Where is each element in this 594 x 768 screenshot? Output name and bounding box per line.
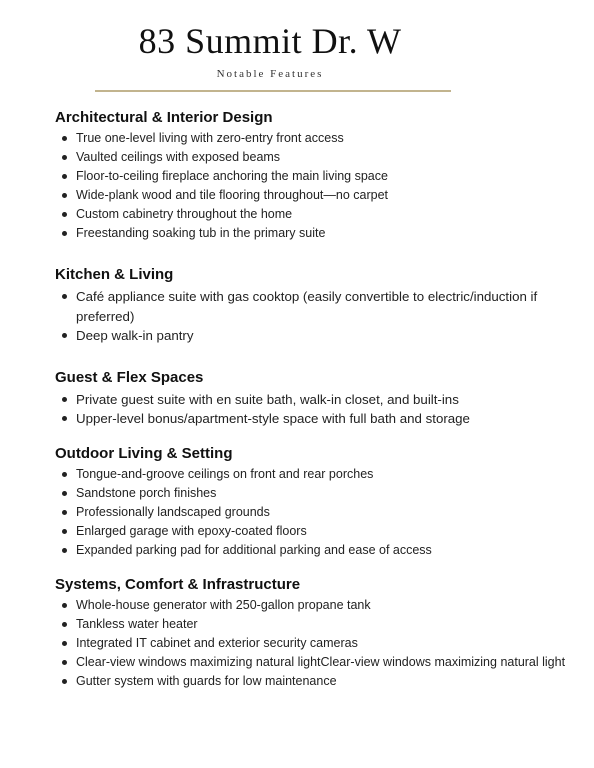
list-item: Professionally landscaped grounds <box>76 503 575 522</box>
list-item: Floor-to-ceiling fireplace anchoring the main living space <box>76 167 575 186</box>
list-item: Sandstone porch finishes <box>76 484 575 503</box>
section-heading: Systems, Comfort & Infrastructure <box>55 575 301 593</box>
list-item: Tankless water heater <box>76 615 575 634</box>
feature-list <box>55 390 575 429</box>
list-item: Upper-level bonus/apartment-style space with full bath and storage <box>76 409 575 429</box>
feature-list <box>55 596 575 691</box>
list-item: Gutter system with guards for low maintenance <box>76 672 575 691</box>
features-content <box>55 108 575 706</box>
feature-list <box>55 129 575 243</box>
page-title: 83 Summit Dr. W <box>138 21 402 61</box>
feature-list <box>55 465 575 560</box>
section-systems-infrastructure <box>55 575 575 691</box>
section-heading: Guest & Flex Spaces <box>55 368 204 386</box>
list-item: Vaulted ceilings with exposed beams <box>76 148 575 167</box>
list-item: Whole-house generator with 250-gallon propane tank <box>76 596 575 615</box>
list-item: Wide-plank wood and tile flooring throughout—no carpet <box>76 186 575 205</box>
list-item: True one-level living with zero-entry front access <box>76 129 575 148</box>
feature-list <box>55 287 575 346</box>
title-divider <box>95 90 451 92</box>
section-architectural-interior <box>55 108 575 243</box>
section-kitchen-living <box>55 265 575 346</box>
page-subtitle: Notable Features <box>216 68 324 80</box>
list-item: Custom cabinetry throughout the home <box>76 205 575 224</box>
section-guest-flex <box>55 368 575 429</box>
list-item: Clear-view windows maximizing natural lightClear-view windows maximizing natural light <box>76 653 575 672</box>
list-item: Private guest suite with en suite bath, walk-in closet, and built-ins <box>76 390 575 410</box>
section-outdoor-living <box>55 444 575 560</box>
list-item: Enlarged garage with epoxy-coated floors <box>76 522 575 541</box>
list-item: Freestanding soaking tub in the primary suite <box>76 224 575 243</box>
section-heading: Outdoor Living & Setting <box>55 444 233 462</box>
list-item: Tongue-and-groove ceilings on front and rear porches <box>76 465 575 484</box>
list-item: Deep walk-in pantry <box>76 326 575 346</box>
list-item: Expanded parking pad for additional parking and ease of access <box>76 541 575 560</box>
section-heading: Architectural & Interior Design <box>55 109 273 126</box>
list-item: Café appliance suite with gas cooktop (easily convertible to electric/induction if preferred) <box>76 287 575 326</box>
section-heading: Kitchen & Living <box>55 266 174 283</box>
list-item: Integrated IT cabinet and exterior security cameras <box>76 634 575 653</box>
